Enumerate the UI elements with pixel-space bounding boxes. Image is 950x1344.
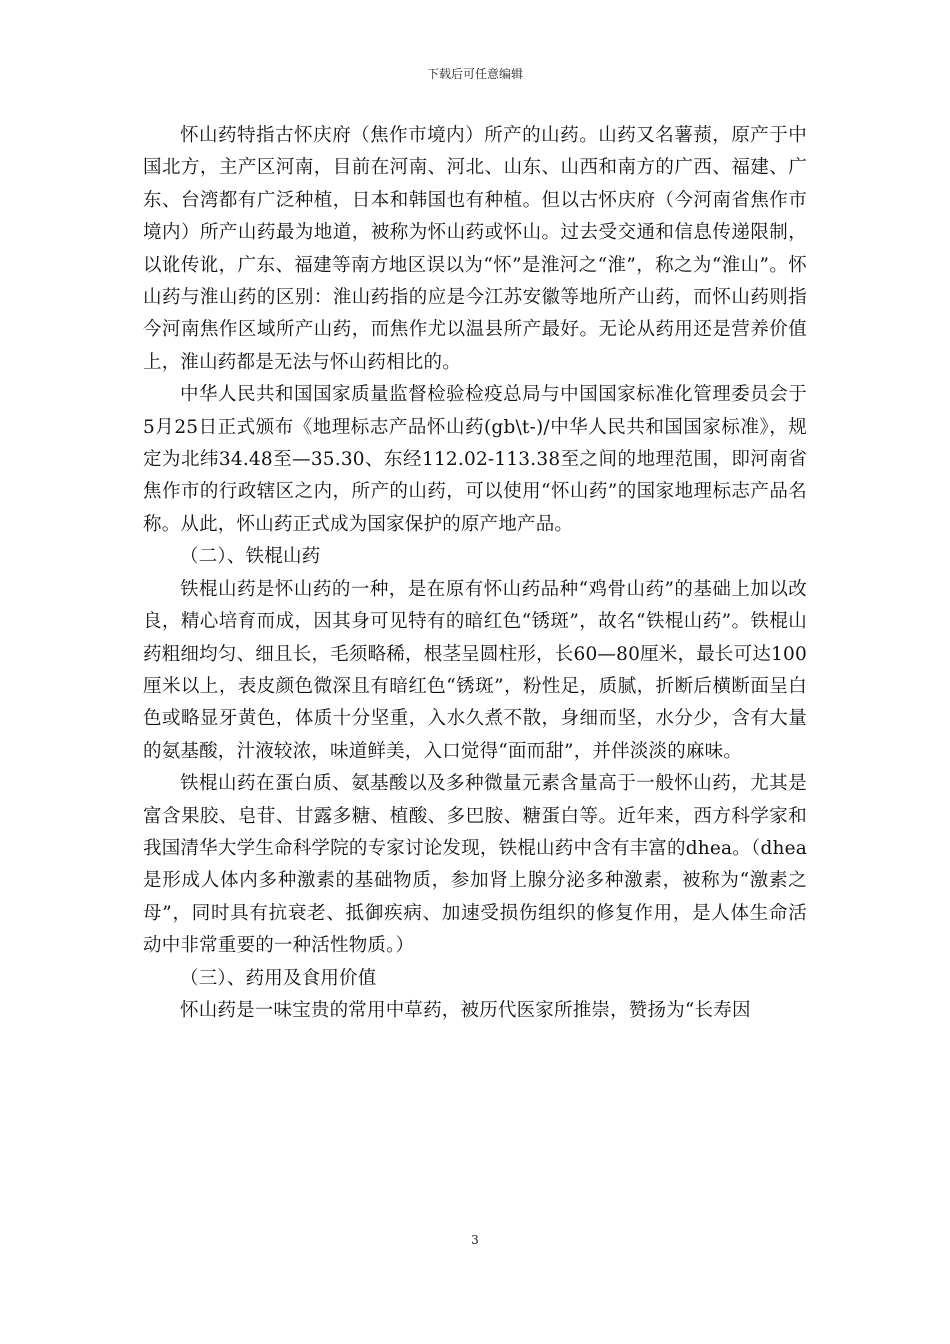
header-note: 下载后可任意编辑 <box>426 67 523 81</box>
paragraph-tiegun-yam-nutrition: 铁棍山药在蛋白质、氨基酸以及多种微量元素含量高于一般怀山药，尤其是富含果胶、皂苷、甘露多糖、植酸、多巴胺、糖蛋白等。近年来，西方科学家和我国清华大学生命科学院的专家讨论发现，铁棍山药中含有丰富的dhea。（dhea是形成人体内多种激素的基础物质，参加肾上腺分泌多种激素，被称为“激素之母”，同时具有抗衰老、抵御疾病、加速受损伤组织的修复作用，是人体生命活动中非常重要的一种活性物质。） <box>143 773 807 957</box>
section-heading-medicinal-value: （三）、药用及食用价值 <box>180 967 377 989</box>
page-number: 3 <box>471 1233 479 1247</box>
paragraph-geographic-indication: 中华人民共和国国家质量监督检验检疫总局与中国国家标准化管理委员会于5月25日正式颁布《地理标志产品怀山药(gb\t-)/中华人民共和国国家标准》，规定为北纬34.48至—35.30、东经112.02-113.38至之间的地理范围，即河南省焦作市的行政辖区之内，所产的山药，可以使用“怀山药”的国家地理标志产品名称。从此，怀山药正式成为国家保护的原产地产品。 <box>143 384 807 535</box>
document-body <box>143 120 807 1027</box>
paragraph-medicinal-value: 怀山药是一味宝贵的常用中草药，被历代医家所推崇，赞扬为“长寿因 <box>180 999 751 1021</box>
paragraph-tiegun-yam-description: 铁棍山药是怀山药的一种，是在原有怀山药品种“鸡骨山药”的基础上加以改良，精心培育而成，因其身可见特有的暗红色“锈斑”，故名“铁棍山药”。铁棍山药粗细均匀、细且长，毛须略稀，根茎呈圆柱形，长60—80厘米，最长可达100厘米以上，表皮颜色微深且有暗红色“锈斑”，粉性足，质腻，折断后横断面呈白色或略显牙黄色，体质十分坚重，入水久煮不散，身细而坚，水分少，含有大量的氨基酸，汁液较浓，味道鲜美，入口觉得“面而甜”，并伴淡淡的麻味。 <box>143 578 807 762</box>
section-heading-tiegun-yam: （二）、铁棍山药 <box>180 546 321 568</box>
paragraph-huai-yam-origin: 怀山药特指古怀庆府（焦作市境内）所产的山药。山药又名薯蓣，原产于中国北方，主产区河南，目前在河南、河北、山东、山西和南方的广西、福建、广东、台湾都有广泛种植，日本和韩国也有种植。但以古怀庆府（今河南省焦作市境内）所产山药最为地道，被称为怀山药或怀山。过去受交通和信息传递限制，以讹传讹，广东、福建等南方地区误以为“怀”是淮河之“淮”，称之为“淮山”。怀山药与淮山药的区别：淮山药指的应是今江苏安徽等地所产山药，而怀山药则指今河南焦作区域所产山药，而焦作尤以温县所产最好。无论从药用还是营养价值上，淮山药都是无法与怀山药相比的。 <box>143 125 807 373</box>
